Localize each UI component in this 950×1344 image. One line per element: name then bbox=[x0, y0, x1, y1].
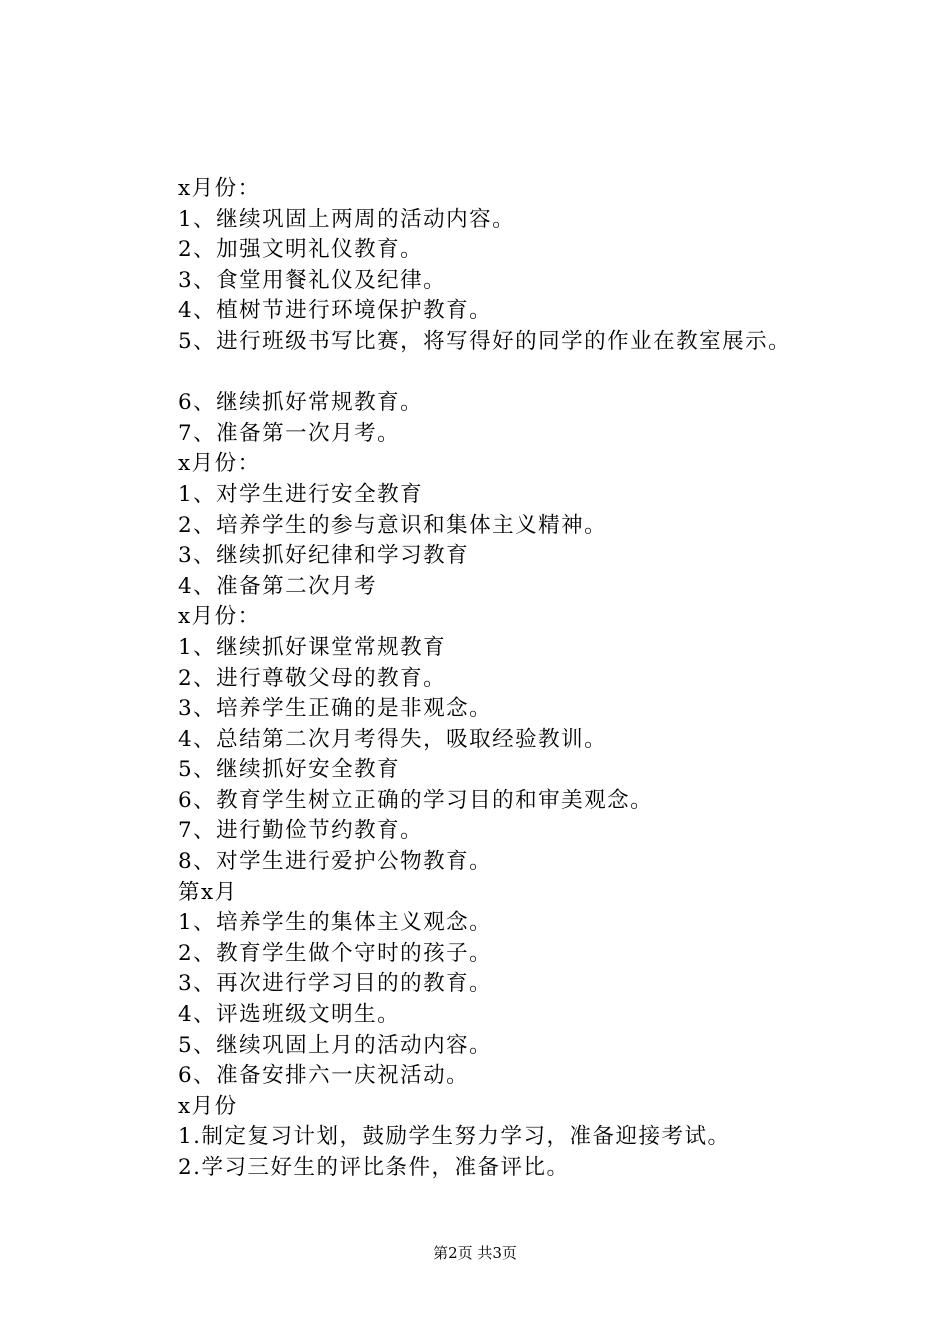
list-item: 7、进行勤俭节约教育。 bbox=[178, 818, 424, 844]
list-item: 5、进行班级书写比赛，将写得好的同学的作业在教室展示。 bbox=[178, 328, 792, 354]
blank-line bbox=[178, 358, 878, 389]
list-item: 2、加强文明礼仪教育。 bbox=[178, 237, 424, 263]
list-item: 6、继续抓好常规教育。 bbox=[178, 390, 424, 416]
list-item: 1、继续抓好课堂常规教育 bbox=[178, 634, 447, 660]
list-item: 5、继续抓好安全教育 bbox=[178, 757, 401, 783]
list-item: 1、培养学生的集体主义观念。 bbox=[178, 910, 493, 936]
page-number-footer: 第2页 共3页 bbox=[433, 1244, 517, 1262]
section-heading-1: x月份： bbox=[178, 176, 261, 201]
list-item: 1、对学生进行安全教育 bbox=[178, 481, 424, 507]
list-item: 6、教育学生树立正确的学习目的和审美观念。 bbox=[178, 787, 654, 813]
list-item: 6、准备安排六一庆祝活动。 bbox=[178, 1063, 470, 1089]
list-item: 7、准备第一次月考。 bbox=[178, 420, 401, 446]
list-item: 2、培养学生的参与意识和集体主义精神。 bbox=[178, 512, 608, 538]
list-item: 2、进行尊敬父母的教育。 bbox=[178, 665, 447, 691]
list-item: 4、总结第二次月考得失，吸取经验教训。 bbox=[178, 726, 608, 752]
list-item: 5、继续巩固上月的活动内容。 bbox=[178, 1032, 493, 1058]
list-item: 3、培养学生正确的是非观念。 bbox=[178, 696, 493, 722]
section-heading-3: x月份： bbox=[178, 604, 261, 630]
document-body bbox=[178, 174, 878, 1184]
list-item: 3、食堂用餐礼仪及纪律。 bbox=[178, 267, 447, 293]
list-item: 1、继续巩固上两周的活动内容。 bbox=[178, 206, 516, 232]
list-item: 3、继续抓好纪律和学习教育 bbox=[178, 543, 470, 569]
section-heading-2: x月份： bbox=[178, 451, 261, 477]
list-item: 2.学习三好生的评比条件，准备评比。 bbox=[178, 1155, 570, 1180]
list-item: 2、教育学生做个守时的孩子。 bbox=[178, 940, 493, 966]
section-heading-5: x月份 bbox=[178, 1093, 238, 1119]
list-item: 1.制定复习计划，鼓励学生努力学习，准备迎接考试。 bbox=[178, 1124, 731, 1150]
list-item: 4、评选班级文明生。 bbox=[178, 1002, 401, 1028]
list-item: 3、再次进行学习目的的教育。 bbox=[178, 971, 493, 997]
list-item: 4、准备第二次月考 bbox=[178, 573, 378, 599]
section-heading-4: 第x月 bbox=[178, 879, 238, 905]
list-item: 4、植树节进行环境保护教育。 bbox=[178, 298, 493, 324]
list-item: 8、对学生进行爱护公物教育。 bbox=[178, 849, 493, 875]
